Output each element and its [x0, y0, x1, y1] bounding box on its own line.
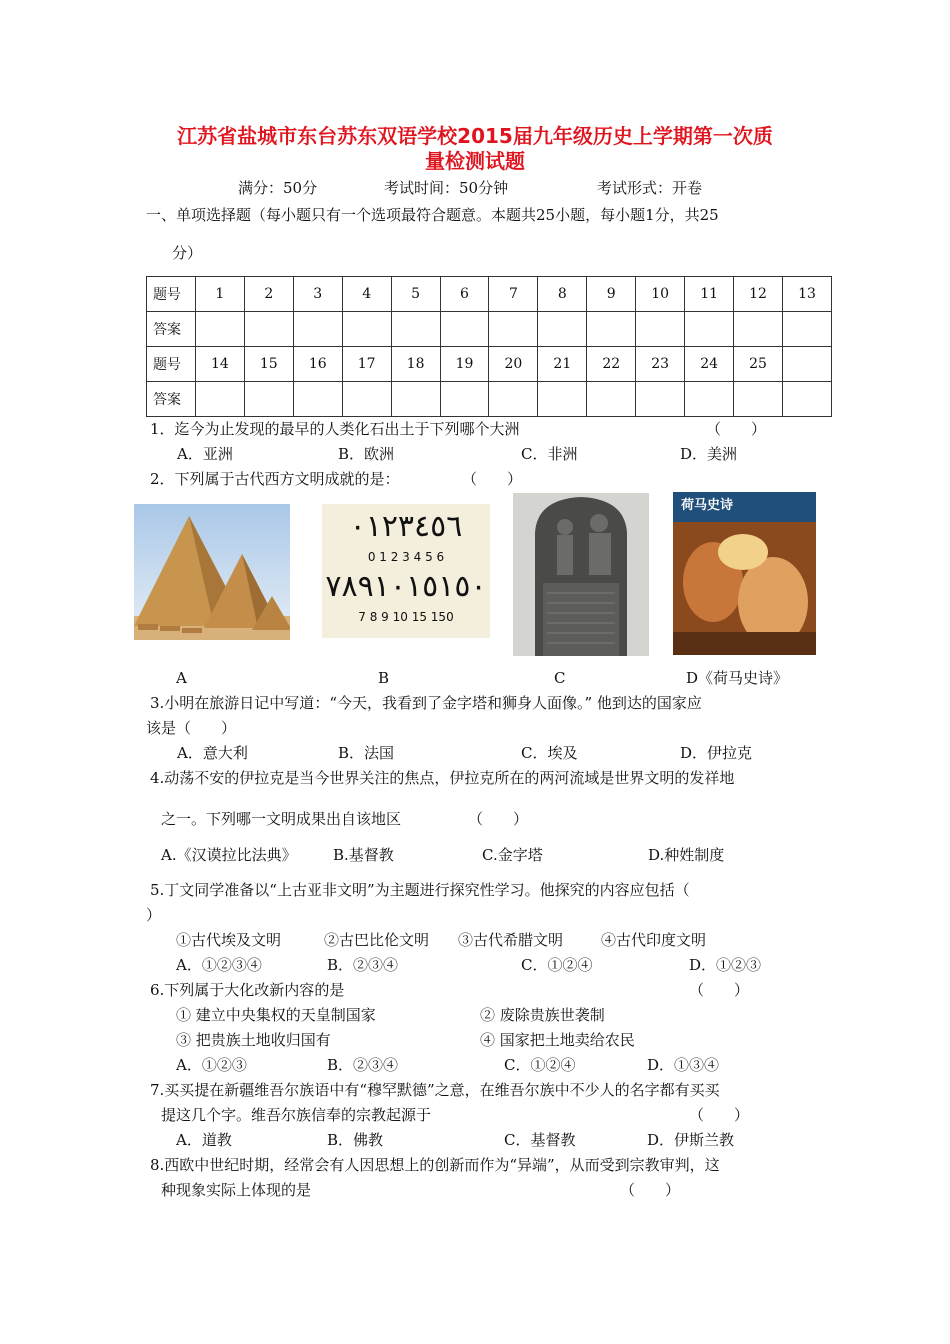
answer-table-cell: 4	[342, 277, 391, 312]
answer-table-cell	[195, 382, 244, 417]
answer-table-cell: 22	[587, 347, 636, 382]
answer-table-row	[147, 347, 832, 382]
section-heading: 一、单项选择题（每小题只有一个选项最符合题意。本题共25小题，每小题1分，共25	[146, 206, 719, 224]
book-title-text: 荷马史诗	[681, 498, 734, 513]
answer-table-cell	[538, 382, 587, 417]
answer-table-cell: 15	[244, 347, 293, 382]
answer-table-cell: 20	[489, 347, 538, 382]
q3-stem-cont: 该是（ ）	[146, 719, 237, 737]
q7-stem: 7.买买提在新疆维吾尔族语中有“穆罕默德”之意，在维吾尔族中不少人的名字都有买买	[150, 1081, 720, 1099]
answer-table-cell	[342, 382, 391, 417]
q2-label-b: B	[378, 669, 390, 687]
answer-table-cell: 14	[195, 347, 244, 382]
answer-table-cell: 9	[587, 277, 636, 312]
q4-answer-paren: （ ）	[468, 810, 529, 828]
q5-option-d: D．①②③	[689, 956, 762, 974]
q5-item-1: ①古代埃及文明	[176, 931, 282, 949]
answer-table-cell: 19	[440, 347, 489, 382]
answer-table-cell	[342, 312, 391, 347]
answer-table-cell: 7	[489, 277, 538, 312]
answer-table-cell	[782, 347, 831, 382]
answer-table-cell	[244, 382, 293, 417]
q3-option-d: D．伊拉克	[680, 744, 753, 762]
answer-table-row-label: 答案	[147, 312, 196, 347]
answer-table-cell	[636, 382, 685, 417]
answer-table-cell: 24	[685, 347, 734, 382]
answer-table-cell: 23	[636, 347, 685, 382]
q4-option-a: A.《汉谟拉比法典》	[161, 846, 297, 864]
answer-table-cell: 21	[538, 347, 587, 382]
answer-table-cell	[734, 312, 783, 347]
q2-answer-paren: （ ）	[462, 470, 523, 488]
answer-table-cell	[685, 382, 734, 417]
answer-table-cell: 1	[195, 277, 244, 312]
q3-option-b: B．法国	[338, 744, 395, 762]
q6-item-3: ③ 把贵族土地收归国有	[176, 1031, 331, 1049]
answer-table-cell	[782, 312, 831, 347]
answer-table-cell: 8	[538, 277, 587, 312]
section-heading-cont: 分）	[172, 244, 203, 262]
answer-table	[146, 276, 832, 417]
answer-table-cell: 10	[636, 277, 685, 312]
q8-stem: 8.西欧中世纪时期，经常会有人因思想上的创新而作为“异端”，从而受到宗教审判，这	[150, 1156, 720, 1174]
q1-option-a: A．亚洲	[177, 445, 233, 463]
q5-stem: 5.丁文同学准备以“上古亚非文明”为主题进行探究性学习。他探究的内容应包括（	[150, 881, 690, 899]
doc-title-line1: 江苏省盐城市东台苏东双语学校2015届九年级历史上学期第一次质	[177, 124, 773, 148]
q6-item-4: ④ 国家把土地卖给农民	[480, 1031, 635, 1049]
numerals-row3: ٧٨٩١٠١٥١٥٠	[325, 569, 487, 604]
q1-option-b: B．欧洲	[338, 445, 395, 463]
q2-label-a: A	[176, 669, 187, 687]
q7-option-a: A．道教	[176, 1131, 232, 1149]
q5-option-c: C．①②④	[521, 956, 593, 974]
q2-stem: 2．下列属于古代西方文明成就的是：	[150, 470, 400, 488]
q4-stem-cont: 之一。下列哪一文明成果出自该地区	[161, 810, 402, 828]
answer-table-row	[147, 312, 832, 347]
q8-answer-paren: （ ）	[620, 1181, 681, 1199]
q7-option-b: B．佛教	[327, 1131, 384, 1149]
q1-option-c: C．非洲	[521, 445, 578, 463]
answer-table-cell	[489, 312, 538, 347]
answer-table-row	[147, 382, 832, 417]
q1-option-d: D．美洲	[680, 445, 738, 463]
answer-table-cell: 11	[685, 277, 734, 312]
q7-option-c: C．基督教	[504, 1131, 576, 1149]
q2-label-c: C	[554, 669, 566, 687]
answer-table-row	[147, 277, 832, 312]
answer-table-cell: 13	[782, 277, 831, 312]
answer-table-cell	[636, 312, 685, 347]
doc-title-line2: 量检测试题	[425, 149, 525, 173]
answer-table-cell	[587, 382, 636, 417]
answer-table-cell	[440, 382, 489, 417]
exam-time: 考试时间：50分钟	[384, 179, 509, 197]
q7-option-d: D．伊斯兰教	[647, 1131, 735, 1149]
answer-table-cell	[734, 382, 783, 417]
answer-table-row-label: 题号	[147, 347, 196, 382]
answer-table-cell	[440, 312, 489, 347]
q6-item-1: ① 建立中央集权的天皇制国家	[176, 1006, 376, 1024]
q3-option-c: C．埃及	[521, 744, 578, 762]
answer-table-cell: 3	[293, 277, 342, 312]
exam-score: 满分：50分	[238, 179, 318, 197]
answer-table-cell: 25	[734, 347, 783, 382]
homer-epic-book-image	[673, 492, 816, 655]
answer-table-row-label: 答案	[147, 382, 196, 417]
q4-option-b: B.基督教	[333, 846, 394, 864]
numerals-row4: 7 8 9 10 15 150	[358, 610, 454, 624]
answer-table-cell: 16	[293, 347, 342, 382]
q5-item-4: ④古代印度文明	[601, 931, 707, 949]
answer-table-cell: 18	[391, 347, 440, 382]
q5-option-b: B．②③④	[327, 956, 399, 974]
q6-option-c: C．①②④	[504, 1056, 576, 1074]
q5-item-3: ③古代希腊文明	[458, 931, 564, 949]
numerals-row2: 0 1 2 3 4 5 6	[367, 550, 445, 564]
q5-option-a: A．①②③④	[176, 956, 262, 974]
q6-option-d: D．①③④	[647, 1056, 720, 1074]
answer-table-cell	[685, 312, 734, 347]
q7-answer-paren: （ ）	[689, 1106, 750, 1124]
q1-answer-paren: （ ）	[706, 420, 767, 438]
answer-table-cell: 5	[391, 277, 440, 312]
q5-item-2: ②古巴比伦文明	[324, 931, 430, 949]
answer-table-cell: 6	[440, 277, 489, 312]
q3-stem: 3.小明在旅游日记中写道：“今天，我看到了金字塔和狮身人面像。” 他到达的国家应	[150, 694, 702, 712]
q4-stem: 4.动荡不安的伊拉克是当今世界关注的焦点，伊拉克所在的两河流域是世界文明的发祥地	[150, 769, 735, 787]
answer-table-cell	[391, 382, 440, 417]
answer-table-row-label: 题号	[147, 277, 196, 312]
q1-stem: 1．迄今为止发现的最早的人类化石出土于下列哪个大洲	[150, 420, 520, 438]
q3-option-a: A．意大利	[177, 744, 248, 762]
hammurabi-stele-image	[513, 493, 649, 656]
answer-table-cell	[587, 312, 636, 347]
answer-table-cell	[489, 382, 538, 417]
answer-table-cell	[293, 312, 342, 347]
q5-stem-cont: ）	[146, 906, 162, 924]
q8-stem-cont: 种现象实际上体现的是	[161, 1181, 312, 1199]
arabic-numerals-image	[322, 504, 490, 638]
q2-label-d: D《荷马史诗》	[686, 669, 789, 687]
q6-stem: 6.下列属于大化改新内容的是	[150, 981, 345, 999]
answer-table-cell	[293, 382, 342, 417]
pyramids-image	[134, 504, 290, 640]
numerals-row1: ٠١٢٣٤٥٦	[349, 509, 463, 544]
answer-table-cell	[195, 312, 244, 347]
q6-option-a: A．①②③	[176, 1056, 247, 1074]
q7-stem-cont: 提这几个字。维吾尔族信奉的宗教起源于	[161, 1106, 432, 1124]
q4-option-c: C.金字塔	[482, 846, 543, 864]
answer-table-cell	[538, 312, 587, 347]
q6-option-b: B．②③④	[327, 1056, 399, 1074]
q6-item-2: ② 废除贵族世袭制	[480, 1006, 605, 1024]
answer-table-cell	[244, 312, 293, 347]
q6-answer-paren: （ ）	[689, 981, 750, 999]
answer-table-cell	[782, 382, 831, 417]
answer-table-cell	[391, 312, 440, 347]
q4-option-d: D.种姓制度	[648, 846, 725, 864]
answer-table-cell: 2	[244, 277, 293, 312]
answer-table-cell: 17	[342, 347, 391, 382]
answer-table-cell: 12	[734, 277, 783, 312]
exam-form: 考试形式：开卷	[597, 179, 703, 197]
